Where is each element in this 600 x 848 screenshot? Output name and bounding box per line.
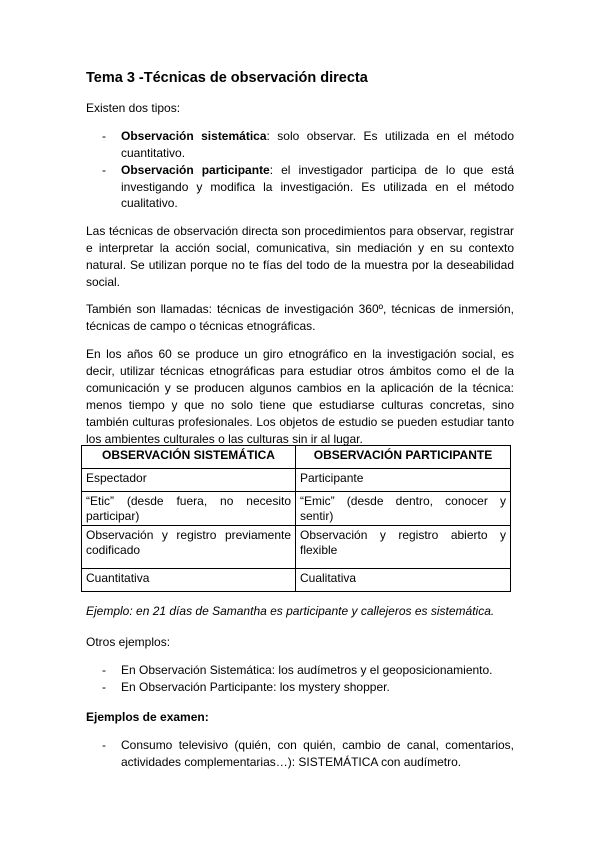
list-item-text: Consumo televisivo (quién, con quién, cambio de canal, comentarios, actividades complementarias…): SISTEMÁTICA con audímetro. [121,738,514,769]
table-cell: “Etic” (desde fuera, no necesito participar) [82,492,296,526]
table-row [82,526,511,569]
table-cell: “Emic” (desde dentro, conocer y sentir) [296,492,511,526]
table-header: OBSERVACIÓN PARTICIPANTE [296,446,511,469]
table-row [82,469,511,492]
table-row [82,569,511,592]
example-text: Ejemplo: en 21 días de Samantha es participante y callejeros es sistemática. [86,604,495,618]
list-item [86,162,514,212]
paragraph-history: En los años 60 se produce un giro etnográfico en la investigación social, es decir, utilizar técnicas etnográficas para estudiar otros ámbitos como el de la comunicación y se producen algunos cambios en la aplicación de la técnica: menos tiempo y que no solo tiene que estudiarse culturas concretas, sino también culturas profesionales. Los objetos de estudio se pueden estudiar tanto los ambientes culturales o las culturas sin ir al lugar. [86,347,514,446]
table-header: OBSERVACIÓN SISTEMÁTICA [82,446,296,469]
dash-marker: - [102,163,106,177]
comparison-table [81,445,511,592]
page-title: Tema 3 -Técnicas de observación directa [86,70,368,86]
types-list [86,128,514,212]
paragraph-definition: Las técnicas de observación directa son procedimientos para observar, registrar e interpretar la acción social, comunicativa, sin mediación y en su contexto natural. Se utilizan porque no te fías del todo de la muestra por la deseabilidad social. [86,224,514,289]
list-item [86,662,514,679]
list-item [86,679,514,696]
table-cell: Espectador [82,469,296,492]
table-cell: Cualitativa [296,569,511,592]
type-desc: : el investigador participa de lo que está investigando y modifica la investigación. Es utilizada en el método cualitativo. [121,163,514,210]
table-row [82,492,511,526]
others-list [86,662,514,695]
table-header-row [82,446,511,469]
dash-marker: - [102,738,106,752]
dash-marker: - [102,679,106,694]
type-desc: : solo observar. Es utilizada en el método cuantitativo. [121,129,515,160]
table-cell: Cuantitativa [82,569,296,592]
type-name: Observación sistemática [121,129,267,143]
dash-marker: - [102,129,106,143]
list-item-text: En Observación Participante: los mystery shopper. [121,679,390,694]
table-cell: Observación y registro previamente codificado [82,526,296,569]
others-label: Otros ejemplos: [86,635,171,649]
list-item [86,128,514,161]
table-cell: Observación y registro abierto y flexible [296,526,511,569]
table-cell: Participante [296,469,511,492]
list-item-text: En Observación Sistemática: los audímetros y el geoposicionamiento. [121,663,493,677]
dash-marker: - [102,663,106,677]
exam-list [86,737,514,770]
list-item [86,737,514,770]
exam-heading: Ejemplos de examen: [86,710,209,724]
type-name: Observación participante [121,163,270,177]
paragraph-names: También son llamadas: técnicas de investigación 360º, técnicas de inmersión, técnicas de campo o técnicas etnográficas. [86,302,514,333]
intro-text: Existen dos tipos: [86,101,181,115]
